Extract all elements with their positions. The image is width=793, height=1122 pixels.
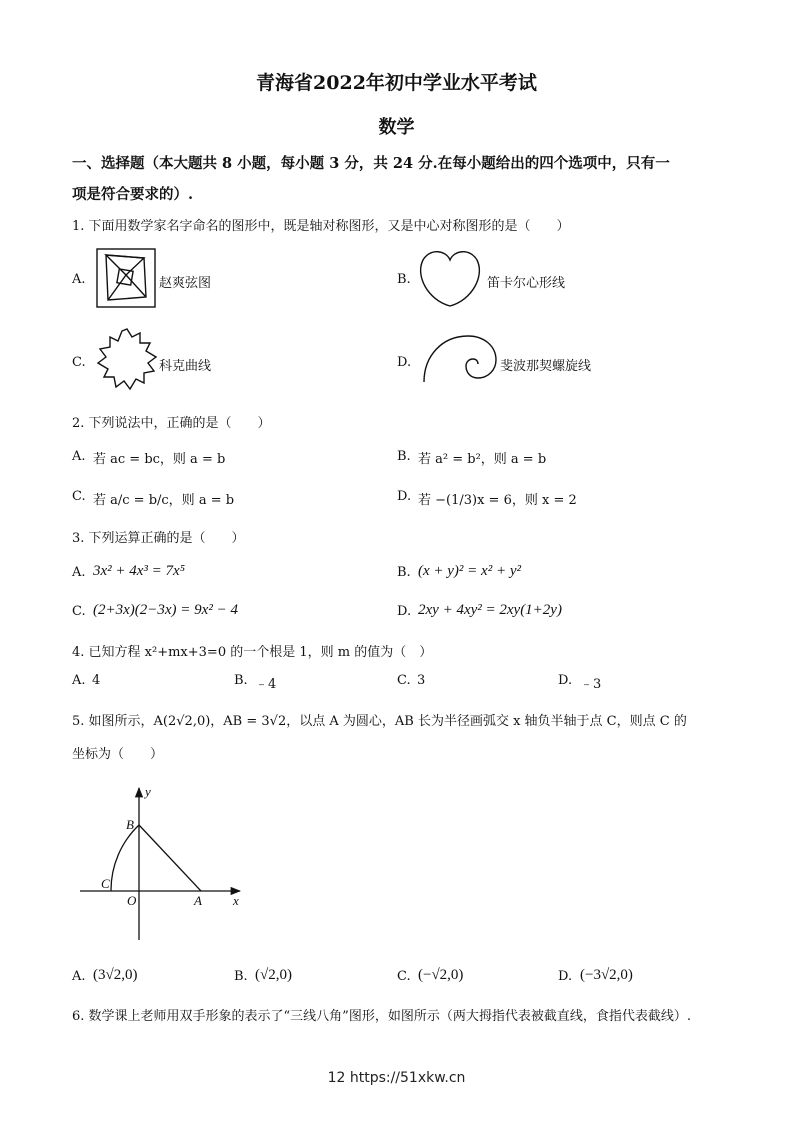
q1-option-c-label: 科克曲线 bbox=[159, 359, 212, 374]
origin-label: O bbox=[127, 893, 137, 908]
point-c-label: C bbox=[101, 876, 110, 891]
q5-option-c-text: (−√2,0) bbox=[418, 967, 464, 983]
q1-option-d-label: 斐波那契螺旋线 bbox=[500, 359, 592, 374]
q3-option-a-text: 3x² + 4x³ = 7x⁵ bbox=[93, 563, 185, 579]
q2-option-c-letter: C. bbox=[72, 489, 86, 504]
question-6-stem: 6. 数学课上老师用双手形象的表示了“三线八角”图形，如图所示（两大拇指代表被截直线，食指代表截线）. bbox=[72, 1009, 691, 1024]
question-2-stem: 2. 下列说法中，正确的是（ ） bbox=[72, 416, 271, 431]
q2-option-c-text: 若 a/c = b/c，则 a = b bbox=[93, 493, 235, 508]
q4-option-a-text: 4 bbox=[92, 673, 101, 688]
q1-option-b-letter: B. bbox=[397, 272, 411, 287]
point-b-label: B bbox=[126, 817, 134, 832]
q4-option-d-letter: D. bbox=[558, 673, 573, 688]
question-3-stem: 3. 下列运算正确的是（ ） bbox=[72, 531, 245, 546]
q5-coordinate-figure bbox=[72, 780, 262, 945]
y-axis-label: y bbox=[145, 784, 151, 799]
page-footer: 12 https://51xkw.cn bbox=[327, 1070, 466, 1086]
subject-title: 数学 bbox=[378, 117, 415, 138]
q1-option-d-letter: D. bbox=[397, 355, 412, 370]
cardioid-curve-icon bbox=[418, 248, 482, 308]
section-heading-line2: 项是符合要求的）. bbox=[72, 186, 194, 203]
q3-option-c-letter: C. bbox=[72, 604, 86, 619]
q4-option-c-text: 3 bbox=[417, 673, 426, 688]
q1-option-a-letter: A. bbox=[72, 272, 86, 287]
q3-option-b-letter: B. bbox=[397, 565, 411, 580]
section-heading-line1: 一、选择题（本大题共 8 小题，每小题 3 分，共 24 分.在每小题给出的四个选项中，只有一 bbox=[72, 155, 670, 172]
q3-option-c-text: (2+3x)(2−3x) = 9x² − 4 bbox=[93, 602, 238, 618]
exam-title: 青海省2022年初中学业水平考试 bbox=[256, 72, 537, 94]
q5-option-a-letter: A. bbox=[72, 969, 86, 984]
q4-option-b-letter: B. bbox=[234, 673, 248, 688]
q1-option-c-letter: C. bbox=[72, 355, 86, 370]
q5-option-b-letter: B. bbox=[234, 969, 248, 984]
q4-option-a-letter: A. bbox=[72, 673, 86, 688]
koch-snowflake-icon bbox=[94, 327, 160, 393]
q5-option-d-letter: D. bbox=[558, 969, 573, 984]
q5-option-d-text: (−3√2,0) bbox=[580, 967, 633, 983]
q2-option-d-text: 若 −(1/3)x = 6，则 x = 2 bbox=[418, 493, 577, 508]
zhao-shuang-diagram-icon bbox=[96, 248, 156, 308]
q3-option-b-text: (x + y)² = x² + y² bbox=[418, 563, 521, 579]
q2-option-d-letter: D. bbox=[397, 489, 412, 504]
q3-option-a-letter: A. bbox=[72, 565, 86, 580]
q5-option-a-text: (3√2,0) bbox=[93, 967, 138, 983]
q4-option-c-letter: C. bbox=[397, 673, 411, 688]
point-a-label: A bbox=[194, 893, 202, 908]
x-axis-label: x bbox=[233, 893, 239, 908]
question-1-stem: 1. 下面用数学家名字命名的图形中，既是轴对称图形，又是中心对称图形的是（ ） bbox=[72, 219, 570, 234]
question-5-line2: 坐标为（ ） bbox=[72, 747, 164, 762]
q1-option-a-label: 赵爽弦图 bbox=[159, 276, 212, 291]
q1-option-b-label: 笛卡尔心形线 bbox=[487, 276, 566, 291]
q2-option-a-letter: A. bbox=[72, 449, 86, 464]
q2-option-b-text: 若 a² = b²，则 a = b bbox=[418, 452, 547, 467]
q2-option-b-letter: B. bbox=[397, 449, 411, 464]
question-5-line1: 5. 如图所示，A(2√2,0)，AB = 3√2，以点 A 为圆心，AB 长为半径画弧交 x 轴负半轴于点 C，则点 C 的 bbox=[72, 714, 687, 729]
arc-bc bbox=[111, 825, 139, 891]
q5-option-c-letter: C. bbox=[397, 969, 411, 984]
q3-option-d-text: 2xy + 4xy² = 2xy(1+2y) bbox=[418, 602, 562, 618]
question-4-stem: 4. 已知方程 x²+mx+3=0 的一个根是 1，则 m 的值为（ ） bbox=[72, 645, 433, 660]
q5-option-b-text: (√2,0) bbox=[255, 967, 292, 983]
q2-option-a-text: 若 ac = bc，则 a = b bbox=[93, 452, 226, 467]
q4-option-d-text: ﹣3 bbox=[580, 677, 602, 692]
segment-ab bbox=[139, 825, 201, 891]
q4-option-b-text: ﹣4 bbox=[255, 677, 277, 692]
fibonacci-spiral-icon bbox=[420, 332, 500, 384]
q3-option-d-letter: D. bbox=[397, 604, 412, 619]
